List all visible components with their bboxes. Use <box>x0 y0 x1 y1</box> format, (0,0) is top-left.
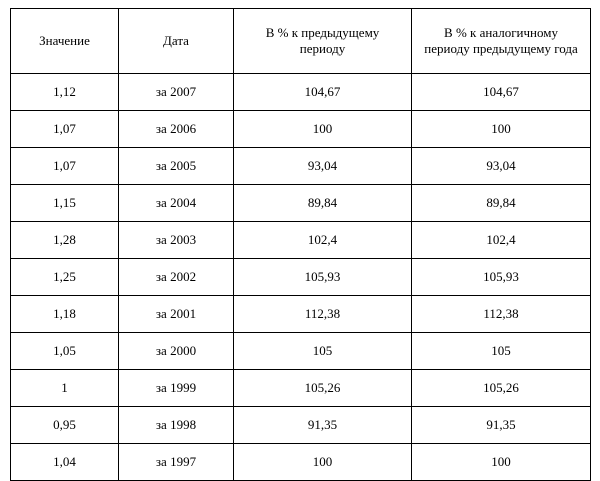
column-header-value <box>11 9 119 74</box>
cell-value: 1,28 <box>11 222 119 259</box>
table-row <box>11 74 591 111</box>
column-header-date <box>119 9 234 74</box>
cell-date: за 1999 <box>119 370 234 407</box>
cell-value: 1,18 <box>11 296 119 333</box>
cell-value: 1,05 <box>11 333 119 370</box>
cell-value: 0,95 <box>11 407 119 444</box>
table-row <box>11 333 591 370</box>
cell-percent-previous-period: 105,93 <box>234 259 412 296</box>
cell-percent-previous-period: 112,38 <box>234 296 412 333</box>
cell-date: за 2007 <box>119 74 234 111</box>
cell-percent-previous-period: 100 <box>234 111 412 148</box>
table-header <box>11 9 591 74</box>
cell-date: за 1998 <box>119 407 234 444</box>
cell-percent-previous-period: 93,04 <box>234 148 412 185</box>
cell-percent-same-period-previous-year: 105 <box>412 333 591 370</box>
cell-percent-same-period-previous-year: 102,4 <box>412 222 591 259</box>
table-row <box>11 148 591 185</box>
column-header-percent-same-period-previous-year-label: В % к аналогичному периоду предыдущему года <box>424 24 578 56</box>
cell-date: за 2003 <box>119 222 234 259</box>
cell-percent-same-period-previous-year: 104,67 <box>412 74 591 111</box>
cell-value: 1,04 <box>11 444 119 481</box>
cell-percent-previous-period: 102,4 <box>234 222 412 259</box>
cell-value: 1,15 <box>11 185 119 222</box>
statistics-table <box>10 8 591 481</box>
cell-value: 1,12 <box>11 74 119 111</box>
table-row <box>11 259 591 296</box>
cell-percent-previous-period: 91,35 <box>234 407 412 444</box>
cell-percent-previous-period: 105 <box>234 333 412 370</box>
cell-percent-same-period-previous-year: 112,38 <box>412 296 591 333</box>
cell-value: 1,07 <box>11 148 119 185</box>
table-row <box>11 185 591 222</box>
cell-date: за 2006 <box>119 111 234 148</box>
cell-date: за 2001 <box>119 296 234 333</box>
column-header-value-label: Значение <box>39 32 90 48</box>
cell-date: за 2004 <box>119 185 234 222</box>
cell-percent-previous-period: 104,67 <box>234 74 412 111</box>
table-row <box>11 407 591 444</box>
cell-percent-previous-period: 100 <box>234 444 412 481</box>
cell-percent-same-period-previous-year: 91,35 <box>412 407 591 444</box>
table-row <box>11 370 591 407</box>
column-header-percent-previous-period <box>234 9 412 74</box>
cell-percent-same-period-previous-year: 105,26 <box>412 370 591 407</box>
table-body <box>11 74 591 481</box>
cell-value: 1,25 <box>11 259 119 296</box>
cell-percent-same-period-previous-year: 100 <box>412 111 591 148</box>
cell-value: 1 <box>11 370 119 407</box>
table-row <box>11 111 591 148</box>
cell-percent-same-period-previous-year: 93,04 <box>412 148 591 185</box>
column-header-date-label: Дата <box>163 32 189 48</box>
cell-value: 1,07 <box>11 111 119 148</box>
cell-date: за 2000 <box>119 333 234 370</box>
table-row <box>11 444 591 481</box>
column-header-percent-previous-period-label: В % к предыдущему периоду <box>265 24 380 56</box>
cell-date: за 2005 <box>119 148 234 185</box>
cell-date: за 2002 <box>119 259 234 296</box>
table-row <box>11 296 591 333</box>
cell-percent-previous-period: 89,84 <box>234 185 412 222</box>
cell-percent-same-period-previous-year: 105,93 <box>412 259 591 296</box>
table-row <box>11 222 591 259</box>
cell-percent-previous-period: 105,26 <box>234 370 412 407</box>
cell-percent-same-period-previous-year: 100 <box>412 444 591 481</box>
column-header-percent-same-period-previous-year <box>412 9 591 74</box>
cell-percent-same-period-previous-year: 89,84 <box>412 185 591 222</box>
table-header-row <box>11 9 591 74</box>
cell-date: за 1997 <box>119 444 234 481</box>
